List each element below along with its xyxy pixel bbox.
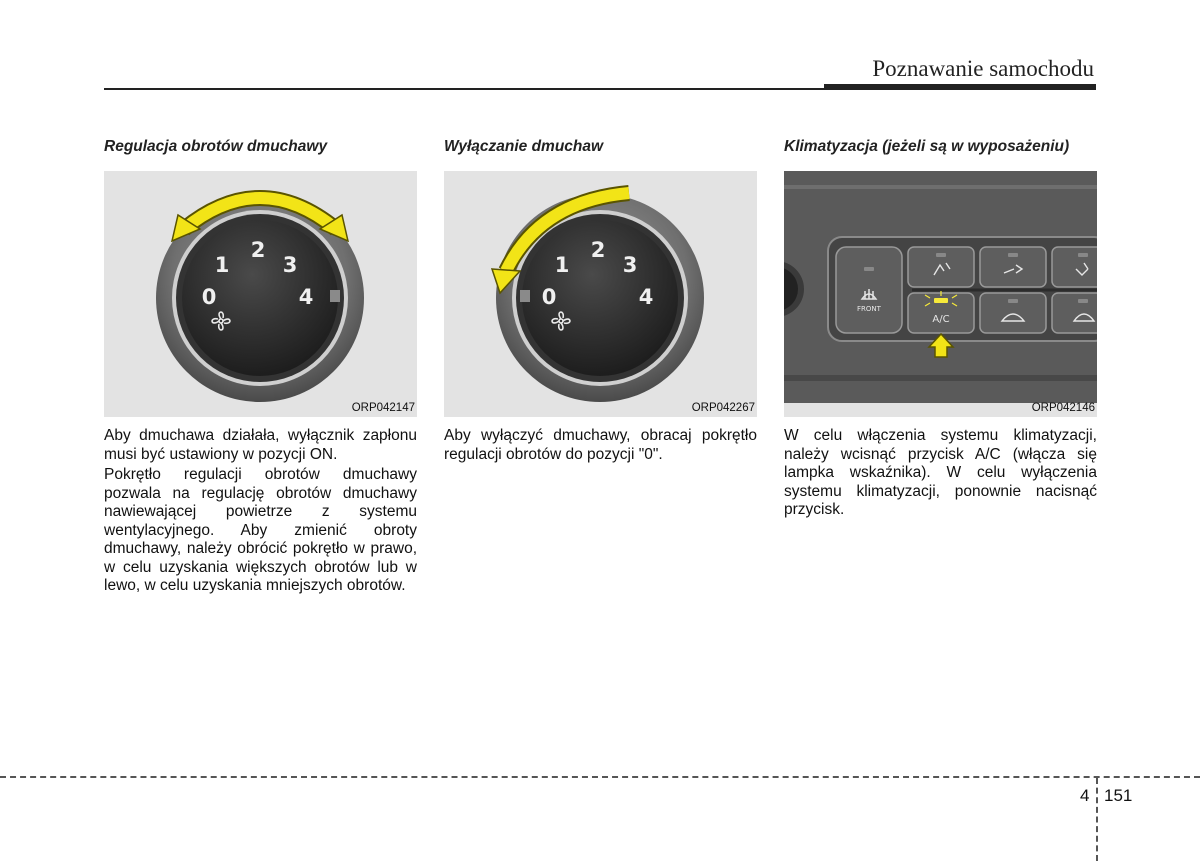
dial-label-1: 1 — [554, 253, 570, 277]
section-heading: Klimatyzacja (jeżeli są w wyposażeniu) — [784, 138, 1070, 155]
dial-label-0: 0 — [541, 285, 557, 309]
ac-label: A/C — [932, 314, 950, 325]
blower-dial-illustration — [104, 171, 417, 417]
figure-code: ORP042146 — [1031, 402, 1095, 414]
chapter-number: 4 — [1080, 786, 1090, 805]
blower-dial-figure — [104, 171, 417, 417]
front-label: FRONT — [857, 305, 881, 313]
section-body — [784, 427, 1097, 520]
paragraph: Aby dmuchawa działała, wyłącznik zapłonu musi być ustawiony w pozycji ON. — [104, 427, 417, 463]
figure-code: ORP042147 — [351, 402, 415, 414]
figure-code: ORP042267 — [691, 402, 755, 414]
ac-panel-illustration — [784, 171, 1097, 417]
blower-off-figure — [444, 171, 757, 417]
section-heading: Regulacja obrotów dmuchawy — [104, 138, 328, 155]
dial-label-4: 4 — [638, 285, 654, 309]
dial-label-3: 3 — [622, 253, 638, 277]
dial-label-3: 3 — [282, 253, 298, 277]
header-rule — [104, 88, 824, 90]
page-header-title: Poznawanie samochodu — [872, 56, 1094, 81]
blower-off-illustration — [444, 171, 757, 417]
header-rule-accent — [824, 84, 1096, 90]
ac-panel-figure — [784, 171, 1097, 417]
dial-label-0: 0 — [201, 285, 217, 309]
paragraph: Pokrętło regulacji obrotów dmuchawy pozwala na regulację obrotów dmuchawy nawiewającej powietrze z systemu wentylacyjnego. Aby zmienić obroty dmuchawy, należy obrócić pokrętło w prawo, w celu uzyskania większych obrotów lub w lewo, w celu uzyskania mniejszych obrotów. — [104, 466, 417, 594]
dial-label-2: 2 — [590, 238, 606, 262]
dial-label-1: 1 — [214, 253, 230, 277]
paragraph: Aby wyłączyć dmuchawy, obracaj pokrętło regulacji obrotów do pozycji "0". — [444, 427, 757, 463]
section-blower-off — [444, 138, 757, 466]
footer-rule — [0, 776, 1200, 778]
dial-label-4: 4 — [298, 285, 314, 309]
section-air-conditioning — [784, 138, 1097, 522]
footer-divider — [1096, 778, 1098, 861]
section-body — [444, 427, 757, 464]
paragraph: W celu włączenia systemu klimatyzacji, należy wcisnąć przycisk A/C (włącza się lampka wskaźnika). W celu wyłączenia systemu klimatyzacji, ponownie nacisnąć przycisk. — [784, 427, 1097, 518]
page-number: 151 — [1104, 786, 1133, 805]
section-heading: Wyłączanie dmuchaw — [444, 138, 604, 155]
dial-label-2: 2 — [250, 238, 266, 262]
section-blower-speed — [104, 138, 417, 598]
section-body — [104, 427, 417, 596]
